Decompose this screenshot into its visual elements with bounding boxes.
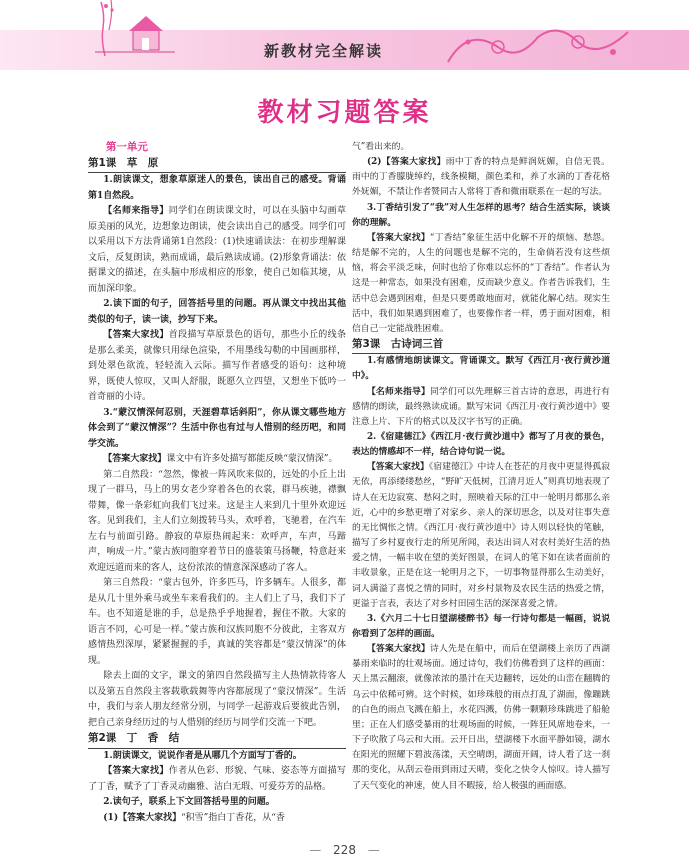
answer-paragraph bbox=[88, 669, 346, 731]
answer-text: 第三自然段：“蒙古包外，许多匹马，许多辆车。人很多，都是从几十里外乘马或坐车来看我们的。主人们上了马，我们下了车。也不知道是谁的手，总是热乎乎地握着，握住不散。大家的语言不同，心可是一样。”蒙古族和汉族同胞不分彼此，主客双方感情热烈深厚，紧紧握握的手，真诚的笑容都是“蒙汉情深”的体现。 bbox=[88, 578, 346, 666]
answer-tag: 【答案大家找】 bbox=[103, 454, 167, 464]
answer-text: 诗人先是在船中，而后在望湖楼上亲历了西湖暴雨来临时的壮观场面。通过诗句，我们仿佛看到了这样的画面：天上黑云翻滚，就像浓浓的墨汁在天边翻转，远处的山峦在翻腾的乌云中依稀可辨。这个时候，如珍珠般的雨点打乱了湖面，像蹦跳的白色的雨点飞溅在船上，水花四溅，仿佛一颗颗珍珠跳进了船舱里；正在人们感受暴雨的壮观场面的时候，一阵狂风席地卷来，一下子吹散了乌云和大雨。云开日出，望湖楼下水面平静如镜，湖水在阳光的照耀下碧波荡漾，天空晴朗，湖面开阔，诗人看了这一刹那的变化，从刮云卷雨到雨过天晴，变化之快令人惊叹。诗人描写了天气变化的神速，使人目不暇接，给人极强的画面感。 bbox=[352, 644, 610, 791]
footer-dash-right: — bbox=[367, 843, 380, 857]
exercise-question: 3.《六月二十七日望湖楼醉书》每一行诗句都是一幅画，说说你看到了怎样的画面。 bbox=[352, 613, 610, 639]
answer-tag: (1)【答案大家找】 bbox=[103, 812, 182, 823]
house-tree-illustration bbox=[95, 0, 175, 58]
answer-tag: (2)【答案大家找】 bbox=[366, 157, 446, 168]
answer-tag: 【名师来指导】 bbox=[103, 206, 169, 216]
lesson-heading: 第1课 草 原 bbox=[88, 156, 346, 174]
answer-paragraph bbox=[88, 452, 346, 468]
answer-text: 雨中丁香的特点是鲜润妩媚，自信无畏。雨中的丁香朦胧绰约，线条模糊，颜色柔和，养了水滴的丁香花格外妩媚，不禁让作者赞同古人常将丁香和微雨联系在一起的写法。 bbox=[352, 157, 610, 198]
page-number: 228 bbox=[333, 843, 356, 857]
exercise-question: 2.读句子，联系上下文回答括号里的问题。 bbox=[103, 797, 275, 807]
exercise-question: 2.读下面的句子，回答括号里的问题。再从课文中找出其他类似的句子，读一读，抄写下来。 bbox=[88, 299, 346, 325]
page-title: 教材习题答案 bbox=[257, 98, 432, 128]
exercise-question: 2.《宿建德江》《西江月·夜行黄沙道中》都写了月夜的景色，表达的情感却不一样，结合诗句说一说。 bbox=[352, 431, 610, 458]
answer-paragraph bbox=[352, 385, 610, 430]
left-column bbox=[88, 140, 346, 826]
exercise-question: 1.朗读课文，说说作者是从哪几个方面写丁香的。 bbox=[103, 750, 302, 761]
answer-tag: 【答案大家找】 bbox=[103, 330, 169, 340]
swirl-ornament-illustration bbox=[438, 22, 638, 72]
answer-text: “积雪”指白丁香花，从“香 bbox=[181, 812, 285, 823]
answer-paragraph bbox=[88, 576, 346, 669]
answer-text: 同学们在朗读课文时，可以在头脑中勾画草原美丽的风光，边想象边朗读，使会读出自己的感受。同学们可以采用以下方法背诵第1自然段：(1)快速诵读法：在初步理解课文后，反复朗读，熟而成诵，最后熟读成诵。(2)形象背诵法：依据课文的描述，在头脑中形成相应的形象，使自己如临其境，从而加深印象。 bbox=[88, 206, 346, 294]
exercise-question: 1.朗读课文，想象草原迷人的景色，读出自己的感受。背诵第1自然段。 bbox=[88, 175, 346, 201]
answer-paragraph bbox=[352, 642, 610, 794]
answer-paragraph bbox=[88, 328, 346, 406]
answer-tag: 【名师来指导】 bbox=[366, 386, 431, 397]
lesson-heading: 第2课 丁 香 结 bbox=[88, 731, 346, 749]
answer-tag: 【答案大家找】 bbox=[366, 232, 430, 243]
answer-text: 除去上面的文字，课文的第四自然段描写主人热情款待客人以及第五自然段主客载歌载舞等内容都展现了“蒙汉情深”。生活中，我们与亲人朋友经常分别，与同学一起游戏后要彼此告别，把自己亲身经历过的与人惜别的经历与同学们交流一下吧。 bbox=[88, 671, 346, 728]
right-column bbox=[352, 140, 610, 794]
lesson-heading: 第3课 古诗词三首 bbox=[352, 337, 610, 354]
answer-paragraph bbox=[88, 468, 346, 577]
answer-tag: 【答案大家找】 bbox=[103, 766, 169, 776]
answer-paragraph bbox=[88, 764, 346, 795]
answer-tag: 【答案大家找】 bbox=[366, 462, 429, 473]
continued-text: 气”看出来的。 bbox=[352, 142, 410, 152]
answer-text: 《宿建德江》中诗人在苍茫的月夜中更显得孤寂无依，再添缕缕愁丝，“野旷天低树，江清月近人”则真切地表现了诗人在无边寂寞、愁闷之时，照映着天际的江中一轮明月都那么亲近，心中的乡愁更增了对家乡、亲人的深切思念，以及对往事失意的无比惆怅之情。《西江月·夜行黄沙道中》诗人则以轻快的笔触，描写了乡村夏夜行走的所见所闻，表达出词人对农村美好生活的热爱之情，一幅丰收在望的美好图景，在词人的笔下如在读者面前的丰收景象，正是在这一轮明月之下，一切事物显得那么生动美好，词人满溢了喜悦之情的同时，对乡村景物及农民生活的热爱之情，更溢于言表，表达了对乡村田园生活的深深喜爱之情。 bbox=[352, 462, 610, 609]
exercise-question: 1.有感情地朗读课文。背诵课文。默写《西江月·夜行黄沙道中》。 bbox=[352, 356, 610, 382]
answer-paragraph bbox=[88, 811, 346, 827]
answer-text: 首段描写草原景色的语句，那些小丘的线条是那么柔美，就像只用绿色渲染，不用墨线勾勒的中国画那样，到处翠色欲流，轻轻流入云际。描写作者感受的语句：这种境界，既使人惊叹，又叫人舒服，既愿久立四望，又想坐下低吟一首奇丽的小诗。 bbox=[88, 330, 346, 402]
answer-tag: 【答案大家找】 bbox=[366, 644, 431, 655]
footer-dash-left: — bbox=[309, 843, 322, 857]
unit-heading: 第一单元 bbox=[105, 141, 148, 153]
exercise-question: 3.“蒙汉情深何忍别，天涯碧草话斜阳”，你从课文哪些地方体会到了“蒙汉情深”？生活中你也有过与人惜别的经历吧，和同学交流。 bbox=[88, 407, 346, 449]
answer-text: 第二自然段：“忽然，像被一阵风吹来似的，远处的小丘上出现了一群马，马上的男女老少穿着各色的衣裳，群马疾驰，襟飘带舞，像一条彩虹向我们飞过来。这是主人来到几十里外欢迎远客。见到我们，主人们立刻拨转马头，欢呼着，飞驰着，在汽车左右与前面引路。静寂的草原热闹起来：欢呼声，车声，马蹄声，响成一片。”蒙古族同胞穿着节日的盛装策马扬鞭，特意赶来欢迎远道而来的客人，这份浓浓的情意深深感动了客人。 bbox=[88, 469, 346, 573]
answer-paragraph bbox=[352, 155, 610, 200]
answer-paragraph bbox=[352, 460, 610, 612]
answer-text: “丁香结”象征生活中化解不开的烦恼、愁怨。结是解不完的，人生的问题也是解不完的，生命倘若没有这些烦恼，将会平淡乏味，何时也给了你难以忘怀的“丁香结”。作者认为这是一种常态，如果没有困难，反而缺少意义。作者告诉我们，生活中总会遇到困难，但是只要勇敢地面对，就能化解心结。现实生活中，我们如果遇到困难了，也要像作者一样，勇于面对困难，相信自己一定能战胜困难。 bbox=[352, 232, 610, 334]
answer-paragraph bbox=[352, 231, 610, 337]
answer-paragraph bbox=[88, 204, 346, 297]
answer-text: 课文中有许多处描写都能反映“蒙汉情深”。 bbox=[166, 454, 338, 464]
answer-text: 同学们可以先理解三首古诗的意思，再进行有感情的朗读，最终熟读成诵。默写宋词《西江月·夜行黄沙道中》要注意上片、下片的格式以及汉字书写的正确。 bbox=[352, 386, 610, 427]
page-footer bbox=[0, 843, 689, 857]
page-header bbox=[0, 0, 689, 88]
exercise-question: 3.丁香结引发了“我”对人生怎样的思考？结合生活实际，谈谈你的理解。 bbox=[352, 202, 610, 228]
series-title: 新教材完全解读 bbox=[264, 42, 384, 60]
answer-text: 作者从色彩、形貌、气味、姿态等方面描写了丁香，赋予了丁香灵动幽雅、洁白无瑕、可爱芬芳的品格。 bbox=[88, 766, 346, 792]
